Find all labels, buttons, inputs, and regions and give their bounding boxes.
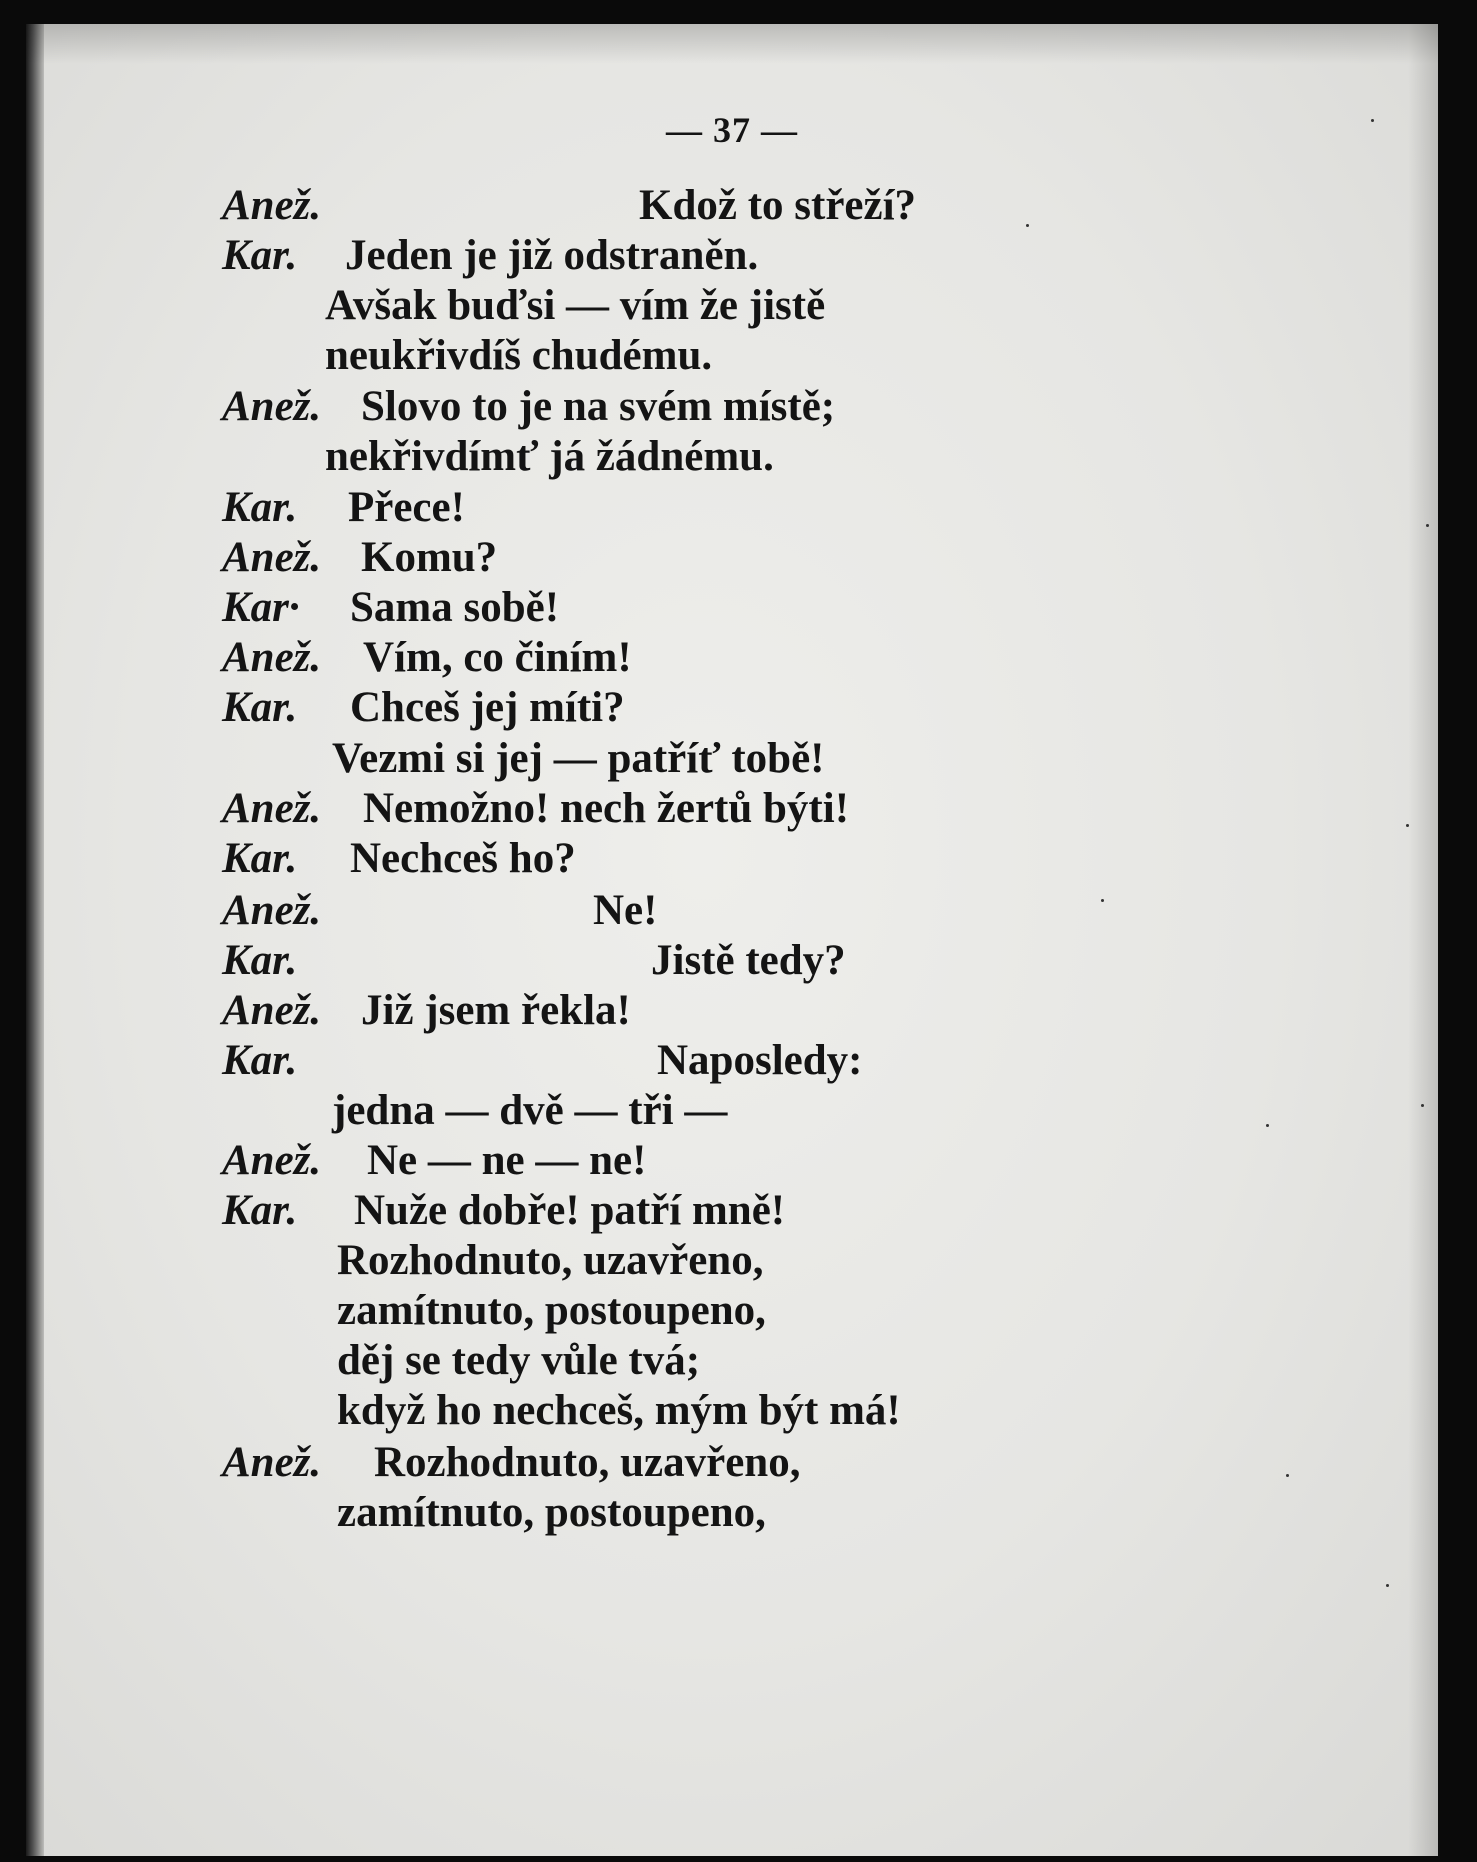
- verse-text: nekřivdímť já žádnému.: [325, 433, 774, 480]
- verse-text: Přece!: [348, 484, 465, 531]
- verse-text: děj se tedy vůle tvá;: [337, 1337, 701, 1384]
- verse-text: Nemožno! nech žertů býti!: [363, 785, 850, 832]
- speaker-label: Anež.: [222, 785, 322, 832]
- page-shadow-right: [1408, 24, 1438, 1856]
- speaker-label: Anež.: [222, 534, 322, 581]
- book-page: [26, 24, 1438, 1856]
- speaker-label: Kar.: [222, 1037, 298, 1084]
- print-speck: [1406, 824, 1409, 827]
- book-spine: [26, 24, 44, 1856]
- speaker-label: Kar.: [222, 232, 298, 279]
- print-speck: [1386, 1584, 1389, 1587]
- speaker-label: Kar.: [222, 1187, 298, 1234]
- verse-text: Avšak buďsi — vím že jistě: [325, 282, 826, 329]
- verse-text: Komu?: [361, 534, 498, 581]
- verse-text: Ne!: [593, 887, 658, 934]
- speaker-label: Anež.: [222, 383, 322, 430]
- speaker-label: Anež.: [222, 987, 322, 1034]
- speaker-label: Anež.: [222, 1439, 322, 1486]
- verse-text: Vezmi si jej — patříť tobě!: [332, 735, 825, 782]
- print-speck: [1101, 899, 1104, 902]
- verse-text: Rozhodnuto, uzavřeno,: [337, 1237, 764, 1284]
- verse-text: Rozhodnuto, uzavřeno,: [374, 1439, 801, 1486]
- verse-text: Slovo to je na svém místě;: [361, 383, 836, 430]
- verse-text: Chceš jej míti?: [350, 684, 625, 731]
- speaker-label: Kar.: [222, 937, 298, 984]
- verse-text: jedna — dvě — tři —: [332, 1087, 728, 1134]
- verse-text: když ho nechceš, mým být má!: [337, 1387, 901, 1434]
- verse-text: Jeden je již odstraněn.: [345, 232, 759, 279]
- page-shadow-top: [26, 24, 1438, 64]
- verse-text: Naposledy:: [657, 1037, 863, 1084]
- speaker-label: Kar.: [222, 684, 298, 731]
- print-speck: [1026, 224, 1029, 227]
- print-speck: [1421, 1104, 1424, 1107]
- verse-text: Sama sobě!: [350, 584, 560, 631]
- print-speck: [1286, 1474, 1289, 1477]
- speaker-label: Kar.: [222, 484, 298, 531]
- verse-text: Jistě tedy?: [651, 937, 846, 984]
- speaker-label: Kar.: [222, 835, 298, 882]
- verse-text: Již jsem řekla!: [361, 987, 631, 1034]
- verse-text: Nuže dobře! patří mně!: [354, 1187, 786, 1234]
- speaker-label: Anež.: [222, 634, 322, 681]
- verse-text: Kdož to střeží?: [639, 182, 917, 229]
- print-speck: [1266, 1124, 1269, 1127]
- speaker-label: Kar·: [222, 584, 300, 631]
- print-speck: [1371, 119, 1374, 122]
- verse-text: Ne — ne — ne!: [367, 1137, 647, 1184]
- speaker-label: Anež.: [222, 1137, 322, 1184]
- speaker-label: Anež.: [222, 887, 322, 934]
- speaker-label: Anež.: [222, 182, 322, 229]
- page-number: — 37 —: [666, 110, 798, 150]
- verse-text: Vím, co činím!: [363, 634, 632, 681]
- print-speck: [1426, 524, 1429, 527]
- verse-text: Nechceš ho?: [350, 835, 576, 882]
- verse-text: zamítnuto, postoupeno,: [337, 1489, 766, 1536]
- verse-text: neukřivdíš chudému.: [325, 332, 713, 379]
- verse-text: zamítnuto, postoupeno,: [337, 1287, 766, 1334]
